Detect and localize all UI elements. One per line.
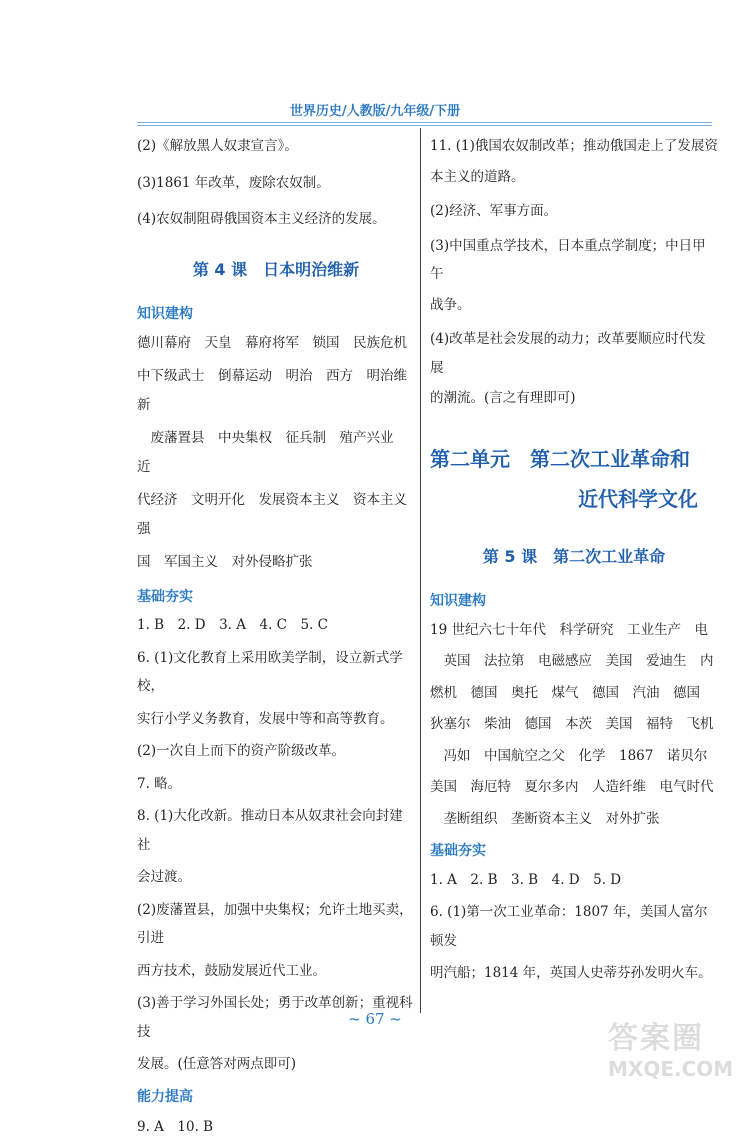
knowledge-line: 中下级武士 倒幕运动 明治 西方 明治维新 (137, 368, 407, 413)
watermark-logo (608, 1013, 738, 1083)
section-heading: 知识建构 (430, 593, 486, 609)
answer-line: 发展。(任意答对两点即可) (137, 1056, 297, 1072)
answer-line: (3)中国重点学技术，日本重点学制度；中日甲午 (430, 237, 706, 282)
answer-line: 的潮流。(言之有理即可) (430, 390, 576, 406)
header-rule (137, 122, 712, 123)
answer-line: 会过渡。 (137, 869, 191, 885)
answer-line: 9. A 10. B (137, 1119, 214, 1135)
knowledge-line: 垄断组织 垄断资本主义 对外扩张 (430, 810, 660, 827)
knowledge-line: 废藩置县 中央集权 征兵制 殖产兴业 近 (137, 430, 407, 475)
answer-line: 明汽船；1814 年，英国人史蒂芬孙发明火车。 (430, 965, 712, 981)
answer-line: (4)改革是社会发展的动力；改革要顺应时代发展 (430, 331, 706, 376)
answer-line: (2)经济、军事方面。 (430, 203, 558, 219)
answer-line: 实行小学义务教育，发展中等和高等教育。 (137, 710, 394, 727)
section-heading: 基础夯实 (137, 588, 193, 605)
column-divider (420, 128, 421, 1013)
answer-line: (4)农奴制阻碍俄国资本主义经济的发展。 (137, 211, 386, 227)
lesson-title: 第 5 课 第二次工业革命 (482, 546, 666, 566)
section-heading: 能力提高 (137, 1088, 193, 1105)
knowledge-line: 英国 法拉第 电磁感应 美国 爱迪生 内 (430, 653, 714, 669)
header-rule-thin (137, 125, 712, 126)
page-number: ~ 67 ~ (348, 1010, 402, 1028)
knowledge-line: 美国 海厄特 夏尔多内 人造纤维 电气时代 (430, 779, 714, 795)
knowledge-line: 国 军国主义 对外侵略扩张 (137, 554, 313, 570)
answer-line: (3)1861 年改革，废除农奴制。 (137, 174, 330, 191)
answer-line: (2)《解放黑人奴隶宣言》。 (137, 138, 298, 154)
watermark-text: 答案圈 (608, 1021, 704, 1056)
right-column (430, 132, 718, 988)
section-heading: 知识建构 (137, 306, 193, 322)
unit-title-line-2: 近代科学文化 (578, 486, 698, 511)
knowledge-line: 狄塞尔 柴油 德国 本茨 美国 福特 飞机 (430, 716, 714, 732)
left-column (137, 132, 415, 1142)
knowledge-line: 代经济 文明开化 发展资本主义 资本主义强 (137, 492, 407, 537)
answer-line: 西方技术，鼓励发展近代工业。 (137, 962, 326, 979)
knowledge-line: 德川幕府 天皇 幕府将军 锁国 民族危机 (137, 334, 407, 351)
answer-line: 6. (1)文化教育上采用欧美学制，设立新式学校， (137, 649, 403, 694)
answer-line: (2)一次自上而下的资产阶级改革。 (137, 743, 346, 759)
answer-line: 7. 略。 (137, 775, 182, 792)
section-heading: 基础夯实 (430, 843, 486, 859)
answer-line: 11. (1)俄国农奴制改革；推动俄国走上了发展资 (430, 138, 718, 154)
knowledge-line: 燃机 德国 奥托 煤气 德国 汽油 德国 (430, 684, 700, 701)
answer-line: 战争。 (430, 296, 471, 313)
watermark-url: MXQE.COM (608, 1057, 734, 1081)
answer-line: (2)废藩置县，加强中央集权；允许土地买卖，引进 (137, 901, 413, 946)
knowledge-line: 冯如 中国航空之父 化学 1867 诺贝尔 (430, 747, 708, 764)
knowledge-line: 19 世纪六七十年代 科学研究 工业生产 电 (430, 621, 708, 638)
answer-line: 6. (1)第一次工业革命：1807 年，美国人富尔顿发 (430, 904, 708, 949)
lesson-title: 第 4 课 日本明治维新 (192, 259, 360, 279)
answer-line: (3)善于学习外国长处；勇于改革创新；重视科技 (137, 995, 413, 1040)
answer-line: 1. B 2. D 3. A 4. C 5. C (137, 617, 329, 633)
answer-line: 8. (1)大化改新。推动日本从奴隶社会向封建社 (137, 808, 403, 853)
answer-line: 1. A 2. B 3. B 4. D 5. D (430, 871, 622, 888)
answer-line: 本主义的道路。 (430, 168, 525, 185)
running-header: 世界历史/人教版/九年级/下册 (289, 104, 461, 119)
unit-title: 第二单元 第二次工业革命和 (430, 446, 690, 471)
